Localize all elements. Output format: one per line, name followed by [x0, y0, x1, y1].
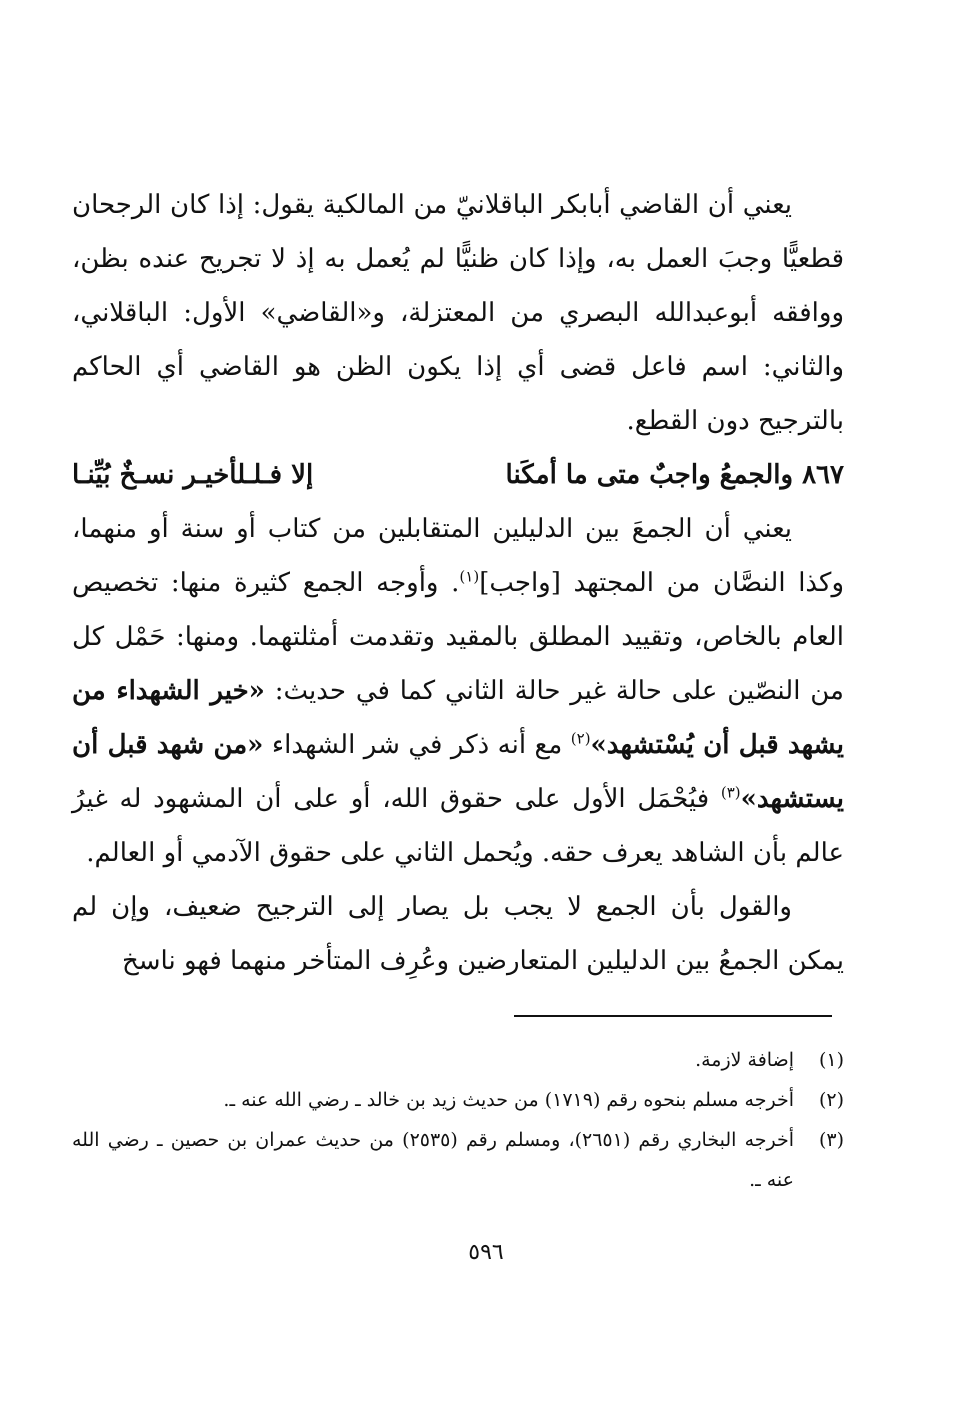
footnote-2	[72, 1080, 844, 1120]
footnotes	[72, 1040, 844, 1200]
paragraph-commentary-3: والقول بأن الجمع لا يجب بل يصار إلى الترجيح ضعيف، وإن لم يمكن الجمعُ بين الدليلين المتعارضين وعُرِف المتأخر منهما فهو ناسخ	[72, 892, 844, 976]
verse-hemistich-2: إلا فـلـلأخيـر نسـخٌ بُيِّنـا	[72, 460, 314, 490]
footnote-number: (١)	[818, 1049, 844, 1071]
footnote-1	[72, 1040, 844, 1080]
verse-line	[72, 448, 844, 502]
footnote-number: (٣)	[818, 1129, 844, 1151]
paragraph-commentary-1: يعني أن القاضي أبابكر الباقلانيّ من المالكية يقول: إذا كان الرجحان قطعيًّا وجبَ العمل به، وإذا كان ظنيًّا لم يُعمل به إذ لا تجريح عنده بظن، ووافقه أبوعبدالله البصري من المعتزلة، و«القاضي» الأول: الباقلاني، والثاني: اسم فاعل قضى أي إذا يكون الظن هو القاضي أي الحاكم بالترجيح دون القطع.	[72, 190, 844, 436]
paragraph-commentary-2: يعني أن الجمعَ بين الدليلين المتقابلين من كتاب أو سنة أو منهما، وكذا النصَّان من المجتهد [واجب]$^{(١)}$. وأوجه الجمع كثيرة منها: تخصيص العام بالخاص، وتقييد المطلق بالمقيد وتقدمت أمثلتهما. ومنها: حَمْل كل من النصّين على حالة غير حالة الثاني كما في حديث: «خير الشهداء من يشهد قبل أن يُسْتشهد»$^{(٢)}$ مع أنه ذكر في شر الشهداء «من شهد قبل أن يستشهد»$^{(٣)}$ فيُحْمَل الأول على حقوق الله، أو على أن المشهود له غيرُ عالم بأن الشاهد يعرف حقه. ويُحمل الثاني على حقوق الآدمي أو العالم.	[72, 514, 844, 868]
verse-hemistich-1: ٨٦٧ والجمعُ واجبٌ متى ما أمكَنا	[505, 460, 844, 490]
footnote-text: أخرجه البخاري رقم (٢٦٥١)، ومسلم رقم (٢٥٣٥) من حديث عمران بن حصين ـ رضي الله عنه ـ.	[72, 1129, 795, 1191]
verse-number: ٨٦٧	[802, 460, 844, 490]
footnote-text: إضافة لازمة.	[695, 1049, 794, 1071]
hadith-quote-1: «خير الشهداء من يشهد قبل أن يُسْتشهد»	[72, 676, 844, 760]
footnote-3	[72, 1120, 844, 1200]
footnote-ref-2: (٢)	[570, 729, 591, 748]
footnote-ref-3: (٣)	[720, 783, 741, 802]
page-body	[72, 178, 844, 988]
footnote-text: أخرجه مسلم بنحوه رقم (١٧١٩) من حديث زيد بن خالد ـ رضي الله عنه ـ.	[223, 1089, 794, 1111]
hadith-quote-2: «من شهد قبل أن يستشهد»	[72, 730, 844, 814]
page-number: ٥٩٦	[468, 1240, 504, 1265]
footnote-separator	[514, 1015, 832, 1017]
footnote-ref-1: (١)	[459, 567, 480, 586]
footnote-number: (٢)	[818, 1089, 844, 1111]
